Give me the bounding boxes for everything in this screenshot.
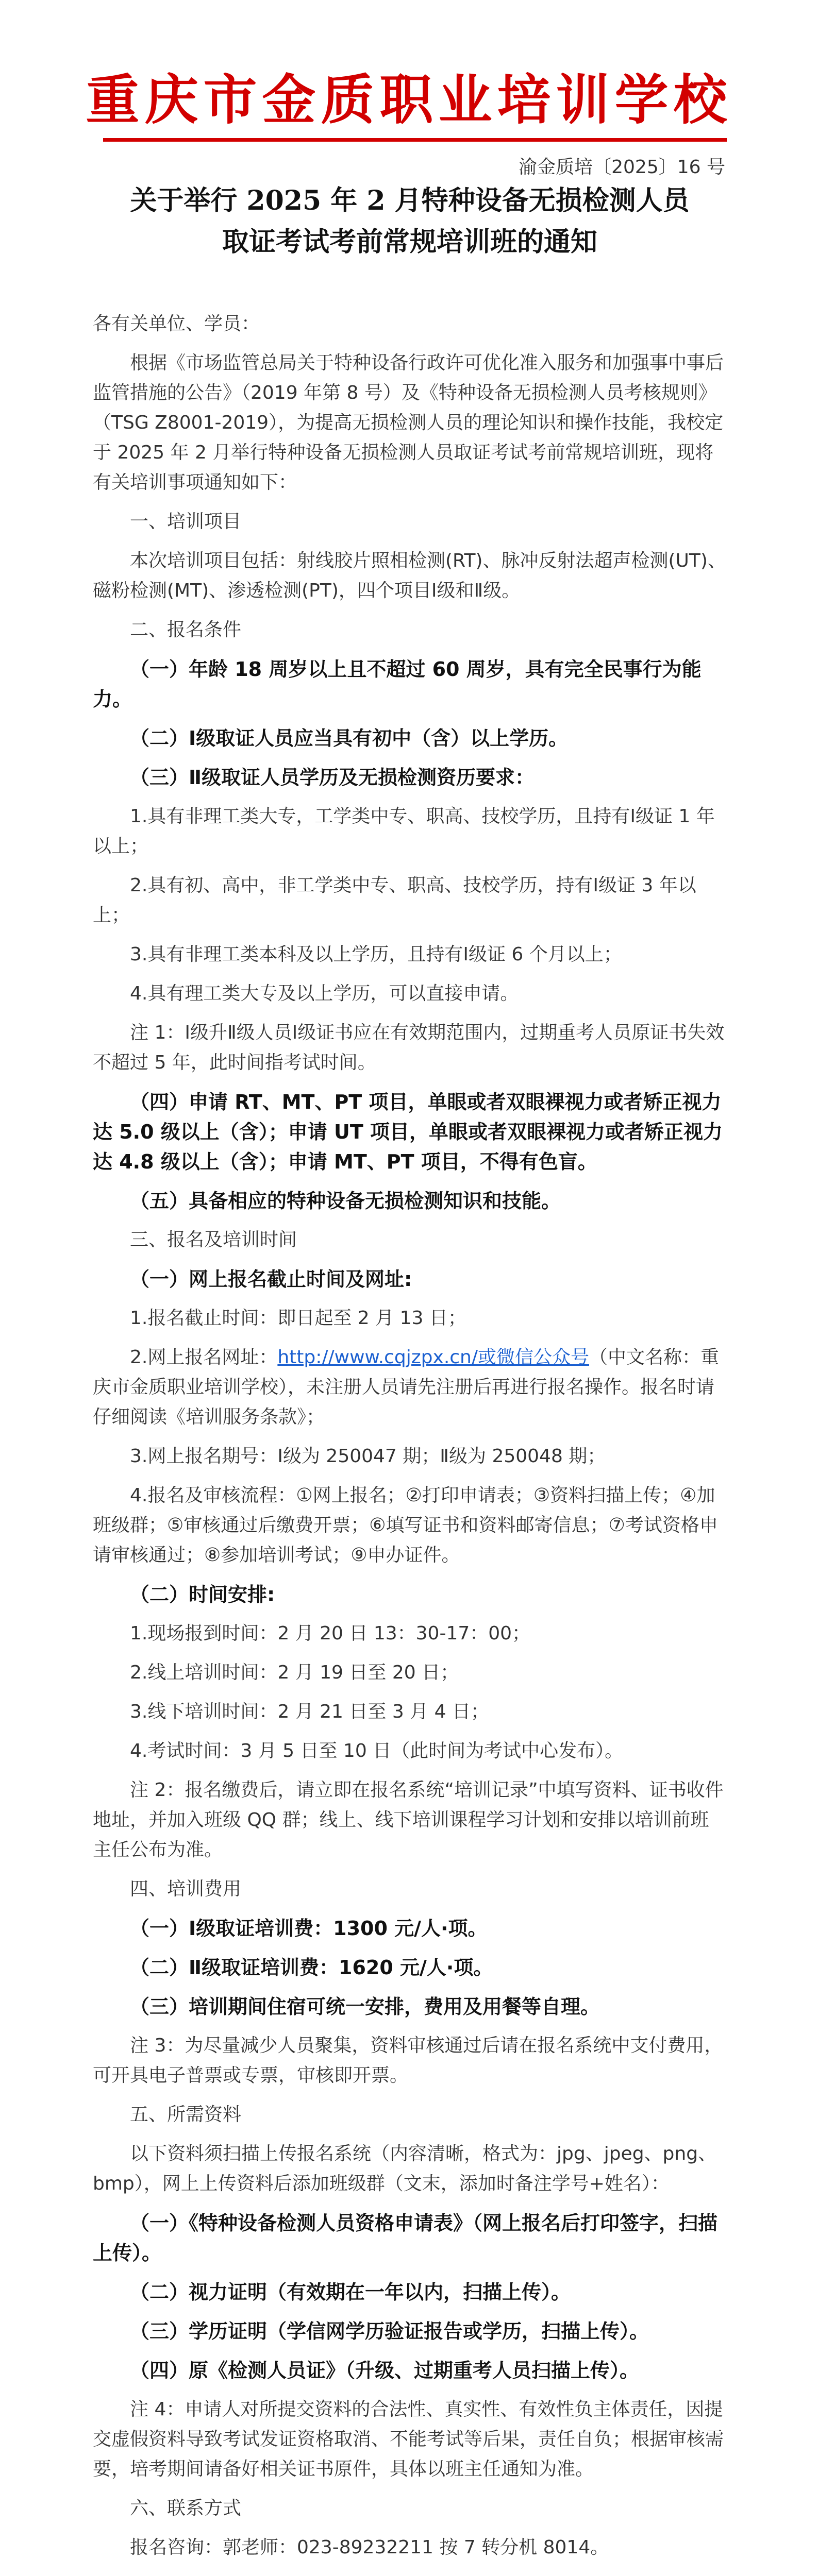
note-1: 注 1：Ⅰ级升Ⅱ级人员Ⅰ级证书应在有效期范围内，过期重考人员原证书失效不超过 5 年，此时间指考试时间。: [93, 1022, 725, 1073]
condition-3-item-3: 3.具有非理工类本科及以上学历，且持有Ⅰ级证 6 个月以上；: [130, 944, 622, 965]
note-3: 注 3：为尽量减少人员聚集，资料审核通过后请在报名系统中支付费用，可开具电子普票或专票，审核即开票。: [93, 2035, 723, 2086]
note-4: 注 4：申请人对所提交资料的合法性、真实性、有效性负主体责任，因提交虚假资料导致考试发证资格取消、不能考试等后果，责任自负；根据审核需要，培考期间请备好相关证书原件，具体以班主任通知为准。: [93, 2399, 724, 2480]
school-header-title: 重庆市金质职业培训学校: [86, 68, 732, 131]
condition-2: （二）Ⅰ级取证人员应当具有初中（含）以上学历。: [130, 727, 569, 750]
contact-head-teacher: [93, 2572, 727, 2576]
condition-4: （四）申请 RT、MT、PT 项目，单眼或者双眼裸视力或者矫正视力达 5.0 级以上（含）；申请 UT 项目，单眼或者双眼裸视力或者矫正视力达 4.8 级以上（含）；申请 MT、PT 项目，不得有色盲。: [93, 1091, 723, 1173]
header-red-rule: [103, 138, 727, 142]
condition-5: （五）具备相应的特种设备无损检测知识和技能。: [130, 1190, 561, 1212]
section-2-title: 二、报名条件: [130, 619, 242, 640]
registration-url-link[interactable]: http://www.cqjzpx.cn/或微信公众号: [277, 1347, 589, 1368]
condition-3-item-1: 1.具有非理工类大专，工学类中专、职高、技校学历，且持有Ⅰ级证 1 年以上；: [93, 806, 715, 857]
condition-3: （三）Ⅱ级取证人员学历及无损检测资历要求：: [130, 766, 535, 789]
condition-1: （一）年龄 18 周岁以上且不超过 60 周岁，具有完全民事行为能力。: [93, 658, 702, 710]
notice-title-line2: 取证考试考前常规培训班的通知: [222, 226, 597, 258]
document-number: 渝金质培〔2025〕16 号: [519, 157, 725, 178]
schedule-offline: 3.线下培训时间：2 月 21 日至 3 月 4 日；: [130, 1701, 489, 1722]
contact-registration: 报名咨询：郭老师：023-89232211 按 7 转分机 8014。: [130, 2537, 609, 2558]
salutation: 各有关单位、学员：: [93, 313, 260, 334]
fee-accommodation: （三）培训期间住宿可统一安排，费用及用餐等自理。: [130, 1995, 600, 2018]
registration-url-prefix: 2.网上报名网址：: [130, 1347, 278, 1368]
condition-3-item-2: 2.具有初、高中，非工学类中专、职高、技校学历，持有Ⅰ级证 3 年以上；: [93, 875, 696, 926]
registration-url-line: [93, 1343, 727, 1432]
registration-process: 4.报名及审核流程：①网上报名；②打印申请表；③资料扫描上传；④加班级群；⑤审核通过后缴费开票；⑥填写证书和资料邮寄信息；⑦考试资格申请审核通过；⑧参加培训考试；⑨申办证件。: [93, 1485, 718, 1566]
fee-level-2: （二）Ⅱ级取证培训费：1620 元/人·项。: [130, 1956, 493, 1979]
section-3-title: 三、报名及培训时间: [130, 1229, 297, 1250]
schedule-exam: 4.考试时间：3 月 5 日至 10 日（此时间为考试中心发布）。: [130, 1740, 624, 1761]
section-4-title: 四、培训费用: [130, 1878, 242, 1900]
subsection-schedule: （二）时间安排:: [130, 1583, 275, 1606]
schedule-online: 2.线上培训时间：2 月 19 日至 20 日；: [130, 1662, 459, 1683]
section-1-text: 本次培训项目包括：射线胶片照相检测(RT)、脉冲反射法超声检测(UT)、磁粉检测(MT)、渗透检测(PT)，四个项目Ⅰ级和Ⅱ级。: [93, 550, 726, 601]
schedule-checkin: 1.现场报到时间：2 月 20 日 13：30-17：00；: [130, 1623, 531, 1644]
section-1-title: 一、培训项目: [130, 511, 242, 532]
material-3: （三）学历证明（学信网学历验证报告或学历，扫描上传）。: [130, 2320, 649, 2343]
materials-intro: 以下资料须扫描上传报名系统（内容清晰，格式为：jpg、jpeg、png、bmp），网上上传资料后添加班级群（文末，添加时备注学号+姓名）：: [93, 2143, 717, 2194]
notice-body: [93, 309, 727, 2576]
intro-paragraph: 根据《市场监管总局关于特种设备行政许可优化准入服务和加强事中事后监管措施的公告》（2019 年第 8 号）及《特种设备无损检测人员考核规则》（TSG Z8001-2019），为提高无损检测人员的理论知识和操作技能，我校定于 2025 年 2 月举行特种设备无损检测人员取证考试考前常规培训班，现将有关培训事项通知如下：: [93, 352, 724, 493]
subsection-registration: （一）网上报名截止时间及网址:: [130, 1268, 412, 1291]
registration-deadline: 1.报名截止时间：即日起至 2 月 13 日；: [130, 1308, 466, 1329]
material-1: （一）《特种设备检测人员资格申请表》（网上报名后打印签字，扫描上传）。: [93, 2212, 718, 2264]
notice-title-line1: 关于举行 2025 年 2 月特种设备无损检测人员: [130, 185, 690, 216]
fee-level-1: （一）Ⅰ级取证培训费：1300 元/人·项。: [130, 1917, 488, 1940]
notice-title: [93, 180, 727, 263]
registration-url-suffix: （中文名称：重庆市金质职业培训学校），未注册人员请先注册后再进行报名操作。报名时请仔细阅读《培训服务条款》；: [93, 1347, 720, 1428]
section-5-title: 五、所需资料: [130, 2104, 242, 2125]
section-6-title: 六、联系方式: [130, 2498, 242, 2519]
note-2: 注 2：报名缴费后，请立即在报名系统“培训记录”中填写资料、证书收件地址，并加入班级 QQ 群；线上、线下培训课程学习计划和安排以培训前班主任公布为准。: [93, 1780, 724, 1860]
material-2: （二）视力证明（有效期在一年以内，扫描上传）。: [130, 2281, 571, 2303]
condition-3-item-4: 4.具有理工类大专及以上学历，可以直接申请。: [130, 983, 519, 1004]
material-4: （四）原《检测人员证》（升级、过期重考人员扫描上传）。: [130, 2359, 640, 2382]
registration-period-numbers: 3.网上报名期号：Ⅰ级为 250047 期；Ⅱ级为 250048 期；: [130, 1446, 606, 1467]
